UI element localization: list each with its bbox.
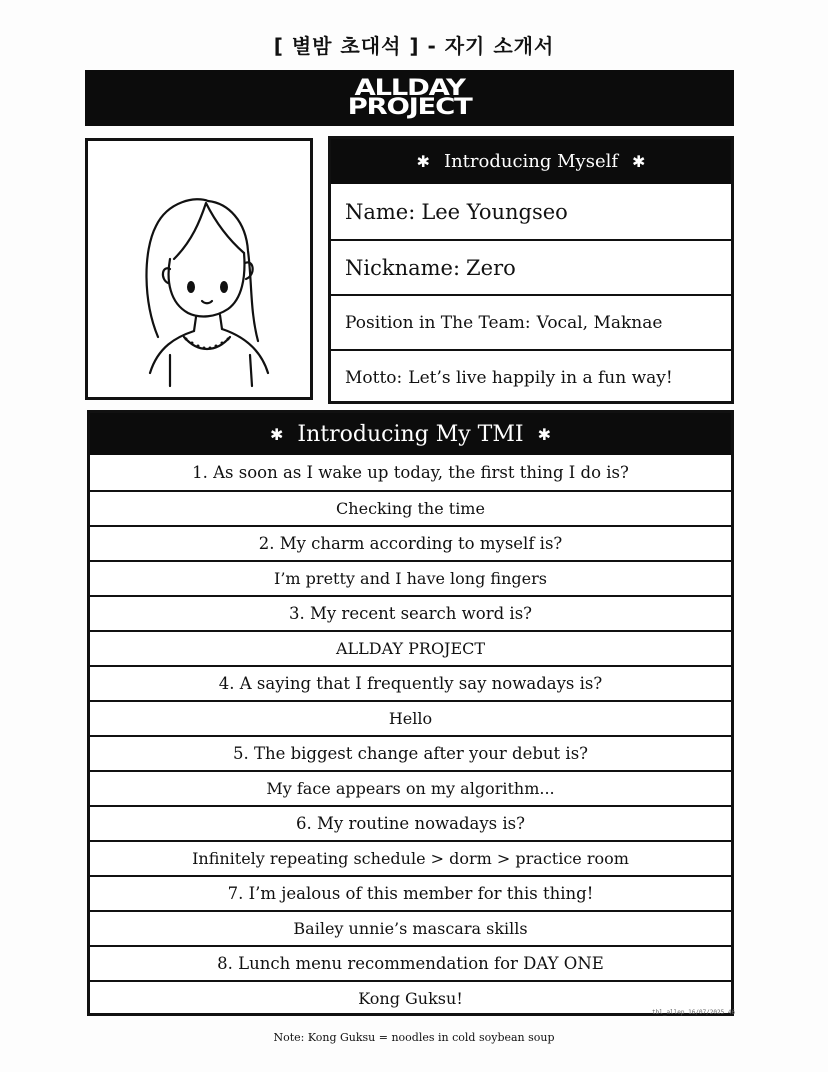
footnote: Note: Kong Guksu = noodles in cold soybean soup bbox=[273, 1031, 555, 1044]
name-label: Name: bbox=[345, 199, 416, 224]
left-eye bbox=[187, 281, 195, 293]
neck bbox=[194, 315, 222, 331]
star-icon: ✱ bbox=[632, 152, 646, 171]
right-eye bbox=[220, 281, 228, 293]
portrait-frame bbox=[85, 138, 313, 400]
position-value: Vocal, Maknae bbox=[536, 312, 663, 333]
hair-fringe bbox=[174, 203, 244, 259]
group-logo-banner bbox=[85, 70, 734, 126]
tmi-answer-5: My face appears on my algorithm... bbox=[90, 770, 731, 805]
document-title: [ 별밤 초대석 ] - 자기 소개서 bbox=[273, 34, 555, 58]
star-icon: ✱ bbox=[416, 152, 430, 171]
tmi-question-4: 4. A saying that I frequently say nowadays is? bbox=[90, 665, 731, 700]
intro-row-position bbox=[331, 294, 731, 349]
position-label: Position in The Team: bbox=[345, 312, 531, 333]
tmi-answer-8: Kong Guksu! bbox=[90, 980, 731, 1015]
intro-row-motto bbox=[331, 349, 731, 404]
star-icon: ✱ bbox=[270, 424, 284, 444]
intro-header-title: Introducing Myself bbox=[443, 151, 619, 172]
tmi-answer-6: Infinitely repeating schedule > dorm > practice room bbox=[90, 840, 731, 875]
tmi-answer-4: Hello bbox=[90, 700, 731, 735]
tmi-question-2: 2. My charm according to myself is? bbox=[90, 525, 731, 560]
tmi-question-8: 8. Lunch menu recommendation for DAY ONE bbox=[90, 945, 731, 980]
tmi-header-title: Introducing My TMI bbox=[297, 421, 524, 447]
mouth bbox=[202, 301, 212, 303]
logo-line-2: PROJECT bbox=[347, 95, 472, 120]
tmi-question-7: 7. I’m jealous of this member for this thing! bbox=[90, 875, 731, 910]
intro-row-nickname bbox=[331, 239, 731, 294]
tmi-header bbox=[90, 413, 731, 455]
nickname-label: Nickname: bbox=[345, 255, 461, 280]
logo-line-1: ALLDAY bbox=[354, 76, 465, 101]
motto-label: Motto: bbox=[345, 367, 403, 388]
group-logo bbox=[347, 76, 472, 120]
tmi-question-6: 6. My routine nowadays is? bbox=[90, 805, 731, 840]
tmi-section bbox=[87, 410, 734, 1016]
tmi-question-5: 5. The biggest change after your debut is? bbox=[90, 735, 731, 770]
name-value: Lee Youngseo bbox=[421, 199, 568, 224]
tmi-answer-2: I’m pretty and I have long fingers bbox=[90, 560, 731, 595]
motto-value: Let’s live happily in a fun way! bbox=[408, 367, 673, 388]
star-icon: ✱ bbox=[537, 424, 551, 444]
nickname-value: Zero bbox=[466, 255, 516, 280]
face-outline bbox=[169, 253, 245, 316]
tmi-question-1: 1. As soon as I wake up today, the first thing I do is? bbox=[192, 463, 629, 482]
portrait-drawing bbox=[88, 141, 310, 397]
tmi-question-3: 3. My recent search word is? bbox=[90, 595, 731, 630]
intro-header bbox=[331, 139, 731, 184]
intro-row-name bbox=[331, 184, 731, 239]
tmi-answer-7: Bailey unnie’s mascara skills bbox=[90, 910, 731, 945]
intro-section bbox=[328, 136, 734, 404]
tmi-answer-1: Checking the time bbox=[90, 490, 731, 525]
tmi-answer-3: ALLDAY PROJECT bbox=[90, 630, 731, 665]
print-stamp: tbl_allep 16/07/2025 46 bbox=[652, 1009, 736, 1016]
body-lines bbox=[170, 355, 252, 386]
